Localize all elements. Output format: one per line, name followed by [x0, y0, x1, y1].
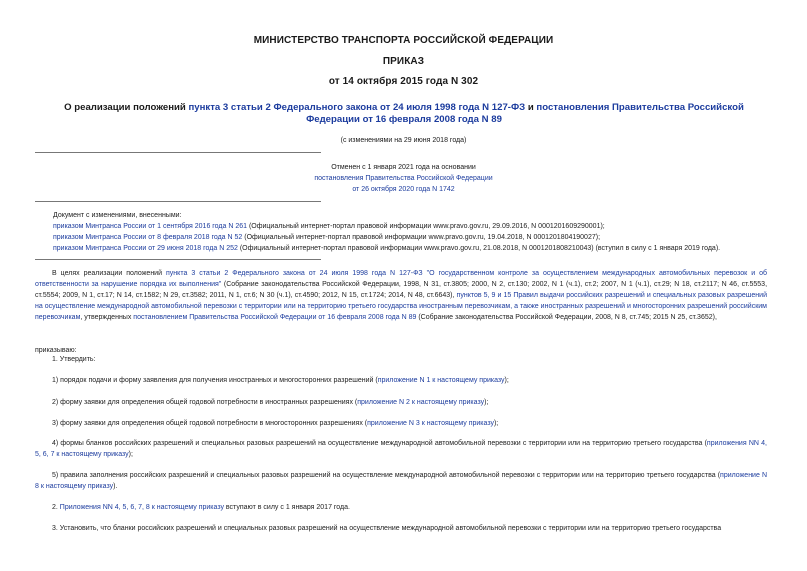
doc-type-heading: ПРИКАЗ — [382, 56, 425, 67]
preamble-paragraph — [35, 268, 767, 323]
item-end: ); — [493, 420, 499, 427]
order-word: приказываю: — [35, 347, 77, 354]
item-3-link[interactable]: приложение N 3 к настоящему приказу — [367, 420, 494, 427]
revision-note: (с изменениями на 29 июня 2018 года) — [340, 137, 467, 144]
date-number-heading: от 14 октября 2015 года N 302 — [328, 76, 479, 87]
repeal-note — [0, 162, 807, 195]
approve-clause: 1. Утвердить: — [52, 356, 96, 363]
title-middle: и — [525, 102, 537, 113]
changes-heading: Документ с изменениями, внесенными: — [53, 212, 182, 219]
preamble-text: , утвержденных — [80, 314, 134, 321]
item-end: ); — [504, 377, 509, 384]
changes-item — [53, 243, 773, 254]
item-text: 3) форму заявки для определения общей годовой потребности в многосторонних разрешениях ( — [52, 420, 368, 427]
ministry-heading: МИНИСТЕРСТВО ТРАНСПОРТА РОССИЙСКОЙ ФЕДЕРАЦИИ — [253, 35, 554, 46]
changes-item-link[interactable]: приказом Минтранса России от 8 февраля 2018 года N 52 — [53, 234, 243, 241]
title-prefix: О реализации положений — [64, 102, 189, 113]
paragraph-2-link[interactable]: Приложения NN 4, 5, 6, 7, 8 к настоящему приказу — [59, 504, 224, 511]
preamble-text: В целях реализации положений — [52, 270, 167, 277]
repeal-link-decree[interactable]: постановления Правительства Российской Федерации — [314, 175, 493, 182]
item-text: 1) порядок подачи и форму заявления для получения иностранных и многосторонних разрешений ( — [52, 377, 378, 384]
changes-list — [53, 221, 773, 254]
preamble-link-rules[interactable]: пунктов 5, 9 и 15 Правил выдачи российских разрешений и специальных разовых разрешений на осуществление международной автомобильной перевозки с территории или на территорию третьего государства иностранным перевозчикам, а также иностранных разрешений и многосторонних разрешений российским перевозчикам — [35, 292, 767, 321]
preamble-link-federal-law[interactable]: пункта 3 статьи 2 Федерального закона от 24 июля 1998 года N 127-ФЗ "О государственном контроле за осуществлением международных автомобильных перевозок и об ответственности за нарушение порядка их выполнения" — [35, 270, 767, 288]
title-link-federal-law[interactable]: пункта 3 статьи 2 Федерального закона от 24 июля 1998 года N 127-ФЗ — [188, 102, 526, 113]
item-5 — [35, 470, 767, 492]
preamble-link-decree[interactable]: постановлением Правительства Российской Федерации от 16 февраля 2008 года N 89 — [133, 314, 417, 321]
item-4 — [35, 438, 767, 460]
title-link-government-decree[interactable]: постановления Правительства Российской Федерации от 16 февраля 2008 года N 89 — [306, 102, 744, 125]
item-text: 2) форму заявки для определения общей годовой потребности в иностранных разрешениях ( — [52, 399, 358, 406]
item-text: 5) правила заполнения российских разрешений и специальных разовых разрешений на осуществление международной автомобильной перевозки с территории или на территорию третьего государства ( — [52, 472, 721, 479]
document-title — [40, 102, 768, 126]
item-1 — [35, 375, 767, 386]
preamble-text: (Собрание законодательства Российской Федерации, 2008, N 8, ст.745; 2015 N 25, ст.3652), — [416, 314, 717, 321]
repeal-link-date[interactable]: от 26 октября 2020 года N 1742 — [352, 186, 455, 193]
changes-item-rest: (Официальный интернет-портал правовой информации www.pravo.gov.ru, 29.09.2016, N 0001201609290001); — [247, 223, 605, 230]
item-end: ). — [113, 483, 118, 490]
paragraph-2-text: вступают в силу с 1 января 2017 года. — [223, 504, 350, 511]
item-2 — [35, 397, 767, 408]
item-5-link[interactable]: приложение N 8 к настоящему приказу — [35, 472, 767, 490]
paragraph-2-number: 2. — [52, 504, 60, 511]
divider — [35, 201, 321, 202]
divider — [35, 152, 321, 153]
item-end: ); — [128, 451, 133, 458]
item-2-link[interactable]: приложение N 2 к настоящему приказу — [357, 399, 485, 406]
divider — [35, 259, 321, 260]
paragraph-2 — [35, 502, 767, 513]
changes-item-link[interactable]: приказом Минтранса России от 1 сентября 2016 года N 261 — [53, 223, 248, 230]
item-text: 4) формы бланков российских разрешений и специальных разовых разрешений на осуществление международной автомобильной перевозки с территории или на территорию третьего государства ( — [52, 440, 707, 447]
item-4-link[interactable]: приложения NN 4, 5, 6, 7 к настоящему приказу — [35, 440, 767, 458]
changes-item — [53, 221, 773, 232]
changes-item — [53, 232, 773, 243]
paragraph-3: 3. Установить, что бланки российских разрешений и специальных разовых разрешений на осуществление международной автомобильной перевозки с территории или на территорию третьего государства — [52, 525, 722, 532]
item-end: ); — [484, 399, 489, 406]
repeal-line: Отменен с 1 января 2021 года на основании — [331, 164, 476, 171]
item-1-link[interactable]: приложение N 1 к настоящему приказу — [377, 377, 505, 384]
changes-item-rest: (Официальный интернет-портал правовой информации www.pravo.gov.ru, 21.08.2018, N 0001201808210043) (вступил в силу с 1 января 2019 года). — [237, 245, 721, 252]
item-3 — [35, 418, 767, 429]
preamble-text: (Собрание законодательства Российской Федерации, 1998, N 31, ст.3805; 2000, N 2, ст.130; 2002, N 1 (ч.1), ст.2; 2007, N 1 (ч.1), ст.29; N 18, ст.2117; N 46, ст.5553, ст.5554; 2009, N 1, ст.17; N 14, ст.1582; N 29, ст.3582; 2011, N 1, ст.6; N 30 (ч.1), ст.4590; 2012, N 15, ст.1724; 2014, N 48, ст.6643), — [35, 281, 768, 299]
changes-item-link[interactable]: приказом Минтранса России от 29 июня 2018 года N 252 — [53, 245, 238, 252]
changes-item-rest: (Официальный интернет-портал правовой информации www.pravo.gov.ru, 19.04.2018, N 0001201804190027); — [242, 234, 601, 241]
